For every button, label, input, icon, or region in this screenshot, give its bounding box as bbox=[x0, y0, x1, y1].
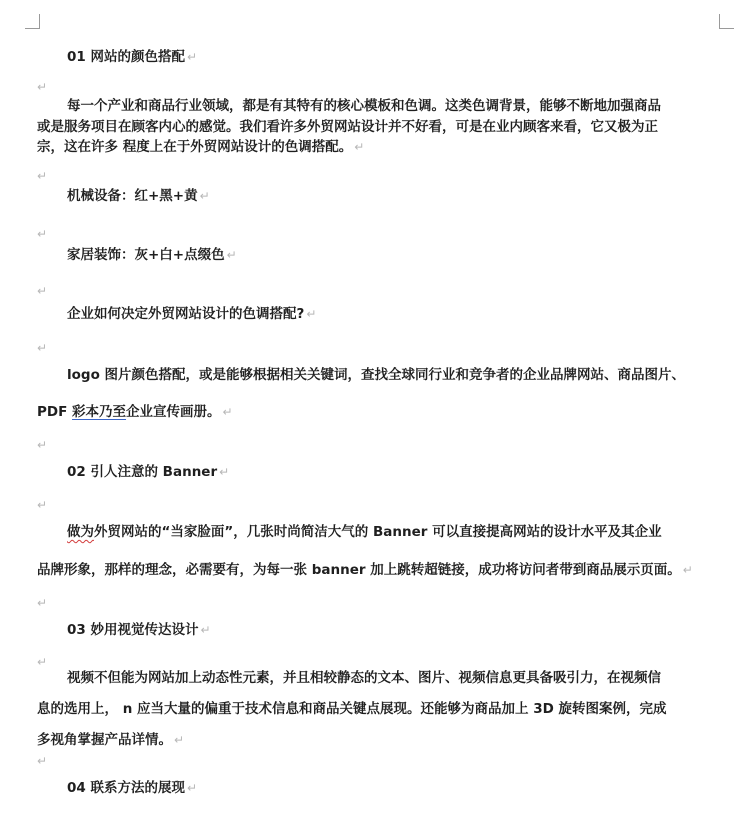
paragraph-mark: ↵ bbox=[226, 248, 237, 262]
paragraph-line: 品牌形象，那样的理念，必需要有，为每一张 banner 加上跳转超链接，成功将访问者带到商品展示页面。 ↵ bbox=[37, 562, 693, 578]
paragraph-mark: ↵ bbox=[187, 781, 198, 795]
empty-paragraph: ↵ bbox=[37, 596, 48, 610]
paragraph-mark: ↵ bbox=[174, 733, 185, 747]
empty-paragraph: ↵ bbox=[37, 438, 48, 452]
empty-paragraph: ↵ bbox=[37, 284, 48, 298]
paragraph-line: 做为外贸网站的“当家脸面”，几张时尚简洁大气的 Banner 可以直接提高网站的设计水平及其企业 bbox=[67, 524, 662, 540]
empty-paragraph: ↵ bbox=[37, 80, 48, 94]
empty-paragraph: ↵ bbox=[37, 655, 48, 669]
paragraph-mark: ↵ bbox=[354, 140, 365, 154]
heading-text: 01 网站的颜色搭配 bbox=[67, 49, 185, 65]
empty-paragraph: ↵ bbox=[37, 754, 48, 768]
empty-paragraph: ↵ bbox=[37, 227, 48, 241]
color-scheme-machinery: 机械设备：红+黑+黄 ↵ bbox=[67, 188, 210, 204]
empty-paragraph: ↵ bbox=[37, 169, 48, 183]
section-heading-01 bbox=[67, 47, 197, 67]
page-corner-mark-top-left bbox=[25, 14, 40, 29]
underlined-text: 彩本乃至 bbox=[72, 404, 127, 420]
paragraph-line: logo 图片颜色搭配，或是能够根据相关关键词，查找全球同行业和竞争者的企业品牌网站、商品图片、 bbox=[67, 367, 686, 383]
paragraph-line: 或是服务项目在顾客内心的感觉。我们看许多外贸网站设计并不好看，可是在业内顾客来看，它又极为正 bbox=[37, 119, 658, 135]
empty-paragraph: ↵ bbox=[37, 498, 48, 512]
color-scheme-home-decor: 家居装饰：灰+白+点缀色 ↵ bbox=[67, 247, 237, 263]
paragraph-line: 宗，这在许多 程度上在于外贸网站设计的色调搭配。 ↵ bbox=[37, 139, 365, 155]
section-heading-02: 02 引人注意的 Banner ↵ bbox=[67, 464, 230, 480]
spell-check-marked-text: 做为 bbox=[67, 524, 94, 540]
paragraph-mark: ↵ bbox=[306, 307, 317, 321]
paragraph-line: 息的选用上， n 应当大量的偏重于技术信息和商品关键点展现。还能够为商品加上 3D 旋转图案例，完成 bbox=[37, 701, 667, 717]
paragraph-line: PDF 彩本乃至企业宣传画册。 ↵ bbox=[37, 404, 233, 420]
question-line: 企业如何决定外贸网站设计的色调搭配? ↵ bbox=[67, 306, 317, 322]
page-corner-mark-top-right bbox=[719, 14, 734, 29]
paragraph-mark: ↵ bbox=[219, 465, 230, 479]
paragraph-line: 多视角掌握产品详情。 ↵ bbox=[37, 732, 185, 748]
paragraph-mark: ↵ bbox=[200, 623, 211, 637]
paragraph-line: 视频不但能为网站加上动态性元素，并且相较静态的文本、图片、视频信息更具备吸引力，在视频信 bbox=[67, 670, 661, 686]
paragraph-mark: ↵ bbox=[222, 405, 233, 419]
section-heading-04: 04 联系方法的展现 ↵ bbox=[67, 780, 198, 796]
empty-paragraph: ↵ bbox=[37, 341, 48, 355]
paragraph-mark: ↵ bbox=[199, 189, 210, 203]
paragraph-line: 每一个产业和商品行业领域，都是有其特有的核心模板和色调。这类色调背景，能够不断地加强商品 bbox=[67, 98, 661, 114]
paragraph-mark: ↵ bbox=[187, 50, 198, 64]
section-heading-03: 03 妙用视觉传达设计 ↵ bbox=[67, 622, 211, 638]
paragraph-mark: ↵ bbox=[682, 563, 693, 577]
